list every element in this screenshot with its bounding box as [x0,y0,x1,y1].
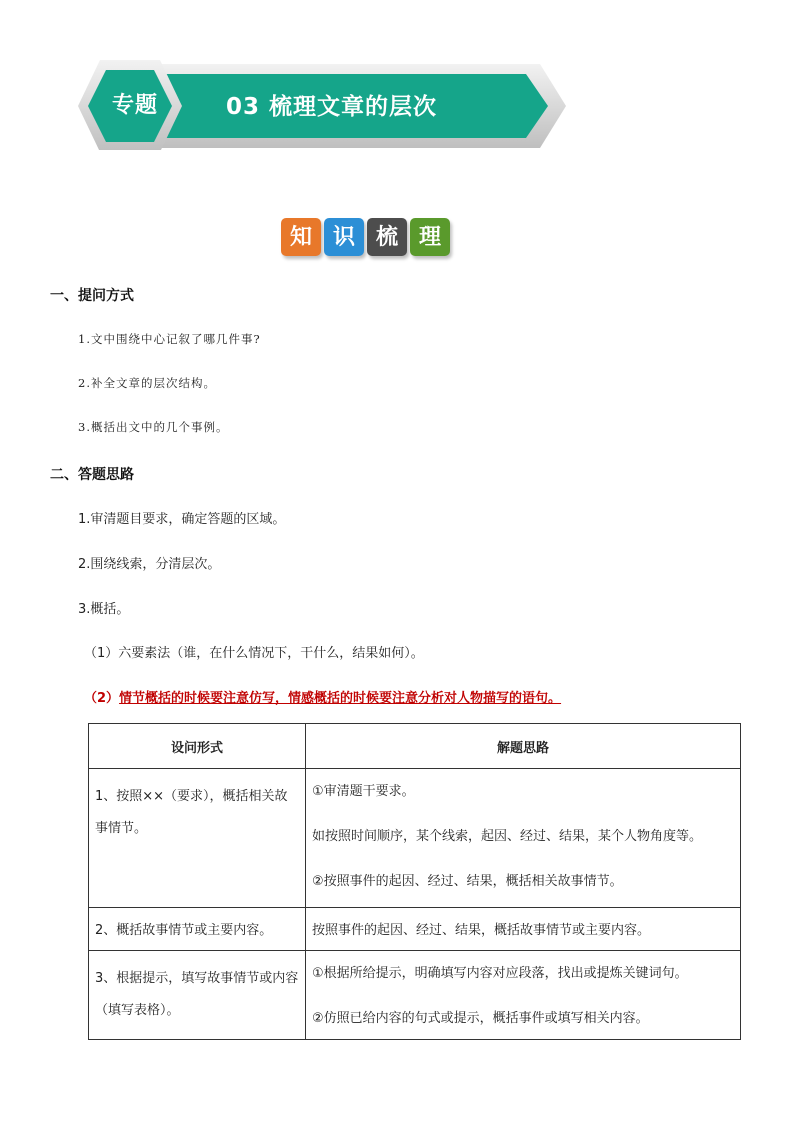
column-header-ideas: 解题思路 [306,724,741,769]
idea-line: 如按照时间顺序，某个线索，起因、经过、结果，某个人物角度等。 [312,829,703,844]
tile-shu: 梳 [367,218,407,256]
idea-line: 按照事件的起因、经过、结果，概括故事情节或主要内容。 [312,923,651,938]
section-heading-approach: 二、答题思路 [50,467,134,483]
section-heading-questions: 一、提问方式 [50,288,134,304]
form-cell: 1、按照××（要求），概括相关故事情节。 [89,769,306,908]
question-item: 3.概括出文中的几个事例。 [78,420,229,434]
column-header-form: 设问形式 [89,724,306,769]
ideas-cell [306,769,741,908]
idea-line: ①审清题干要求。 [312,784,415,799]
question-item: 1.文中围绕中心记叙了哪几件事? [78,332,261,346]
approach-item: 1.审清题目要求，确定答题的区域。 [78,512,286,527]
idea-line: ②按照事件的起因、经过、结果，概括相关故事情节。 [312,874,623,889]
tile-li: 理 [410,218,450,256]
page-title: 03 梳理文章的层次 [226,94,438,120]
topic-banner [78,60,568,150]
form-cell: 3、根据提示，填写故事情节或内容（填写表格）。 [89,951,306,1040]
tile-shi: 识 [324,218,364,256]
table-row [89,769,741,908]
table-row [89,951,741,1040]
subitem-prefix: （2） [84,691,120,706]
approach-subitem: （1）六要素法（谁，在什么情况下，干什么，结果如何）。 [84,646,424,661]
topic-tag: 专题 [111,93,158,118]
ideas-cell [306,908,741,951]
idea-line: ②仿照已给内容的句式或提示，概括事件或填写相关内容。 [312,1011,649,1026]
approach-item: 2.围绕线索，分清层次。 [78,557,221,572]
idea-line: ①根据所给提示，明确填写内容对应段落，找出或提炼关键词句。 [312,966,688,981]
tile-zhi: 知 [281,218,321,256]
form-cell: 2、概括故事情节或主要内容。 [89,908,306,951]
highlight-text: 情节概括的时候要注意仿写，情感概括的时候要注意分析对人物描写的语句。 [119,691,562,706]
table-row [89,908,741,951]
approach-subitem-highlight [84,687,561,706]
question-item: 2.补全文章的层次结构。 [78,376,216,390]
table-header-row [89,724,741,769]
ideas-cell [306,951,741,1040]
approach-item: 3.概括。 [78,602,130,617]
approach-table [88,723,741,1040]
